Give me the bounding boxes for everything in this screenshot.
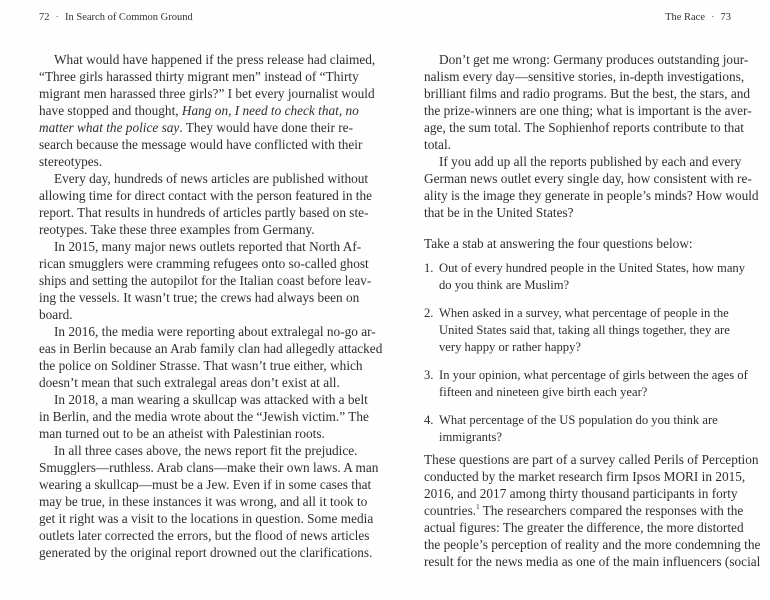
text-line: rican smugglers were cramming refugees onto so-called ghost xyxy=(39,256,369,271)
question-item xyxy=(424,306,732,357)
text-line: do you think are Muslim? xyxy=(439,278,570,292)
text-line: reotypes. Take these three examples from Germany. xyxy=(39,222,315,237)
text-line: ships and setting the autopilot for the Italian coast before leav- xyxy=(39,273,372,288)
text-line: brilliant films and radio programs. But the best, the stars, and xyxy=(424,86,751,101)
page-number: 73 xyxy=(720,12,731,23)
running-head-separator: · xyxy=(711,12,715,23)
text-run: have stopped and thought, xyxy=(39,103,182,118)
right-page-body xyxy=(424,51,761,570)
text-line: If you add up all the reports published by each and every xyxy=(439,154,742,169)
italic-text: matter what the police say xyxy=(39,120,180,135)
text-line: In your opinion, what percentage of girls between the ages of xyxy=(439,368,748,382)
text-line: very happy or rather happy? xyxy=(439,340,581,354)
question-number: 1. xyxy=(424,261,434,275)
text-line: report. That results in hundreds of articles partly based on ste- xyxy=(39,205,369,220)
paragraph xyxy=(424,153,759,221)
text-line: doesn’t mean that such extralegal areas don’t exist at all. xyxy=(39,375,340,390)
paragraph xyxy=(424,51,752,153)
text-line: Out of every hundred people in the United States, how many xyxy=(439,261,746,275)
text-line: board. xyxy=(39,307,73,322)
paragraph xyxy=(39,51,376,170)
text-line: In all three cases above, the news report fit the prejudice. xyxy=(54,443,358,458)
text-line: the prize-winners are one thing; what is important is the aver- xyxy=(424,103,752,118)
text-line: stereotypes. xyxy=(39,154,103,169)
question-item xyxy=(424,413,732,447)
book-title: In Search of Common Ground xyxy=(65,12,193,23)
text-line: in Berlin, and the media wrote about the “Jewish victim.” The xyxy=(39,409,369,424)
text-line: outlets later corrected the errors, but the flood of news articles xyxy=(39,528,370,543)
text-line: conducted by the market research firm Ipsos MORI in 2015, xyxy=(424,469,746,484)
paragraph xyxy=(39,238,372,323)
text-line xyxy=(424,502,744,519)
text-line: German news outlet every single day, how consistent with re- xyxy=(424,171,752,186)
left-running-head xyxy=(39,12,193,23)
text-line: fifteen and nineteen give birth each year? xyxy=(439,385,648,399)
section-gap xyxy=(424,221,732,235)
text-line: Don’t get me wrong: Germany produces outstanding jour- xyxy=(439,52,749,67)
running-head-separator: · xyxy=(55,12,59,23)
text-line xyxy=(39,102,359,119)
text-line: the people’s perception of reality and the more condemning the xyxy=(424,537,761,552)
text-line: result for the news media as one of the main influencers (social xyxy=(424,554,761,569)
page-number: 72 xyxy=(39,12,50,23)
text-line: search because the message would have conflicted with their xyxy=(39,137,363,152)
question-item xyxy=(424,368,748,402)
question-text xyxy=(439,261,745,295)
text-line: man turned out to be an atheist with Palestinian roots. xyxy=(39,426,325,441)
text-line: In 2018, a man wearing a skullcap was attacked with a belt xyxy=(54,392,368,407)
text-run: . They would have done their re- xyxy=(179,120,354,135)
question-number: 3. xyxy=(424,368,434,382)
text-line: 2016, and 2017 among thirty thousand participants in forty xyxy=(424,486,738,501)
text-line: age, the sum total. The Sophienhof reports contribute to that xyxy=(424,120,744,135)
text-line: Every day, hundreds of news articles are published without xyxy=(54,171,369,186)
text-run: The researchers compared the responses with the xyxy=(479,503,744,518)
text-line xyxy=(39,119,354,136)
text-line: nalism every day—sensitive stories, in-depth investigations, xyxy=(424,69,745,84)
question-number: 2. xyxy=(424,306,434,320)
text-line: “Three girls harassed thirty migrant men” instead of “Thirty xyxy=(39,69,359,84)
paragraph xyxy=(39,323,383,391)
text-line: may be true, in these instances it was wrong, and all it took to xyxy=(39,494,368,509)
text-line: Smugglers—ruthless. Arab clans—make their own laws. A man xyxy=(39,460,379,475)
question-number: 4. xyxy=(424,413,434,427)
text-line: eas in Berlin because an Arab family clan had allegedly attacked xyxy=(39,341,383,356)
text-line: In 2016, the media were reporting about extralegal no-go ar- xyxy=(54,324,376,339)
text-line: In 2015, many major news outlets reported that North Af- xyxy=(54,239,362,254)
question-text xyxy=(439,306,732,357)
right-running-head xyxy=(665,12,731,23)
paragraph xyxy=(39,442,379,561)
text-line: migrant men harassed three girls?” I bet every journalist would xyxy=(39,86,375,101)
left-page-body xyxy=(39,51,383,561)
text-line: get it right was a visit to the locations in question. Some media xyxy=(39,511,374,526)
text-line: United States said that, taking all things together, they are xyxy=(439,323,730,337)
question-item xyxy=(424,261,746,295)
question-list xyxy=(424,261,748,447)
text-run: countries. xyxy=(424,503,477,518)
text-line: What would have happened if the press release had claimed, xyxy=(54,52,376,67)
text-line: These questions are part of a survey called Perils of Perception xyxy=(424,452,759,467)
question-text xyxy=(439,368,748,402)
text-line: ing the vessels. It wasn’t true; the crews had always been on xyxy=(39,290,360,305)
text-line: actual figures: The greater the difference, the more distorted xyxy=(424,520,744,535)
text-line: generated by the original report drowned out the clarifications. xyxy=(39,545,373,560)
text-line: total. xyxy=(424,137,451,152)
question-text xyxy=(439,413,732,447)
text-line: wearing a skullcap—must be a Jew. Even if in some cases that xyxy=(39,477,372,492)
paragraph xyxy=(39,391,369,442)
text-line: immigrants? xyxy=(439,430,502,444)
chapter-title: The Race xyxy=(665,12,705,23)
text-line: What percentage of the US population do you think are xyxy=(439,413,718,427)
text-line: that be in the United States? xyxy=(424,205,574,220)
footnote-marker[interactable]: 1 xyxy=(476,503,480,511)
text-line: ality is the image they generate in people’s minds? How would xyxy=(424,188,759,203)
text-line: the police on Soldiner Strasse. That wasn’t true either, which xyxy=(39,358,363,373)
paragraph xyxy=(39,170,373,238)
right-page xyxy=(385,0,770,600)
text-line: When asked in a survey, what percentage of people in the xyxy=(439,306,729,320)
questions-prompt: Take a stab at answering the four questions below: xyxy=(424,236,693,251)
text-line: allowing time for direct contact with the person featured in the xyxy=(39,188,373,203)
italic-text: Hang on, I need to check that, no xyxy=(181,103,359,118)
paragraph xyxy=(424,451,761,570)
